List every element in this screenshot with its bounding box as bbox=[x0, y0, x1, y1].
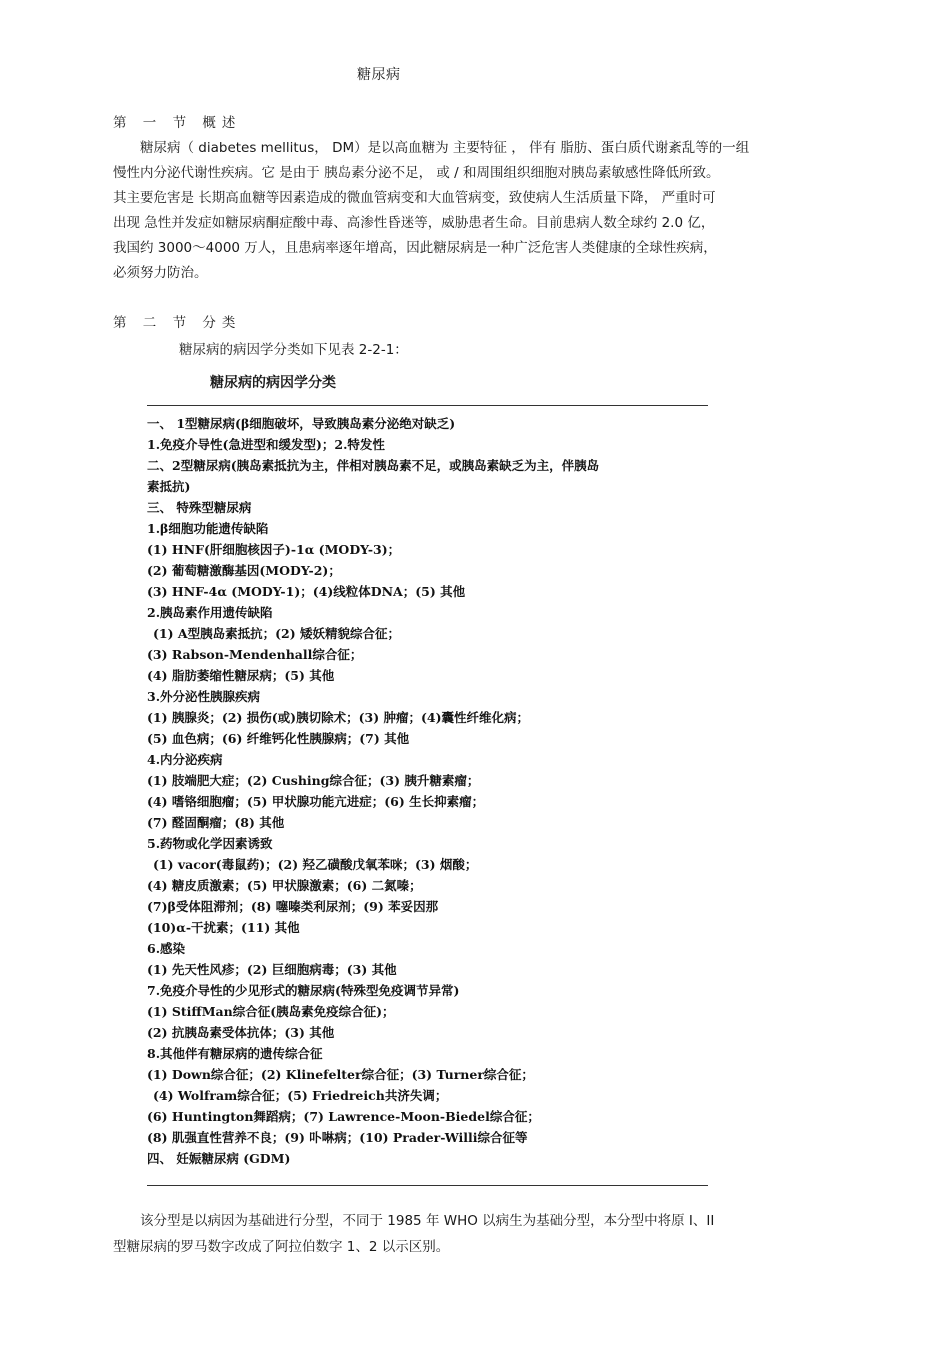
table-row: (1) HNF(肝细胞核因子)-1α (MODY-3)； bbox=[147, 542, 401, 557]
table-row: (1) vacor(毒鼠药)；(2) 羟乙磺酸戊氧苯咪；(3) 烟酸； bbox=[153, 857, 478, 872]
table-row: 7.免疫介导性的少见形式的糖尿病(特殊型免疫调节异常) bbox=[147, 983, 460, 998]
table-row: 5.药物或化学因素诱致 bbox=[147, 836, 273, 851]
table-row: 一、 1型糖尿病(β细胞破坏，导致胰岛素分泌绝对缺乏) bbox=[147, 416, 456, 431]
table-row: (1) StiffMan综合征(胰岛素免疫综合征)； bbox=[147, 1004, 395, 1019]
table-row: 1.β细胞功能遗传缺陷 bbox=[147, 521, 269, 536]
table-row: (7)β受体阻滞剂；(8) 噻嗪类利尿剂；(9) 苯妥因那 bbox=[147, 899, 439, 914]
table-row: (7) 醛固酮瘤；(8) 其他 bbox=[147, 815, 285, 830]
table-row: (1) 先天性风疹；(2) 巨细胞病毒；(3) 其他 bbox=[147, 962, 397, 977]
table-row: (5) 血色病；(6) 纤维钙化性胰腺病；(7) 其他 bbox=[147, 731, 410, 746]
paragraph-line: 型糖尿病的罗马数字改成了阿拉伯数字 1、2 以示区别。 bbox=[113, 1239, 450, 1255]
table-row: 6.感染 bbox=[147, 941, 186, 956]
paragraph-line: 出现 急性并发症如糖尿病酮症酸中毒、高渗性昏迷等，威胁患者生命。目前患病人数全球约 2.0 亿， bbox=[113, 215, 715, 231]
paragraph-line: 我国约 3000～4000 万人，且患病率逐年增高，因此糖尿病是一种广泛危害人类健康的全球性疾病， bbox=[113, 240, 717, 256]
section-2-heading: 第 二 节 分类 bbox=[113, 315, 242, 331]
table-row: (1) Down综合征；(2) Klinefelter综合征；(3) Turner综合征； bbox=[147, 1067, 534, 1082]
table-row: (4) 糖皮质激素；(5) 甲状腺激素；(6) 二氮嗪； bbox=[147, 878, 422, 893]
table-row: (1) A型胰岛素抵抗；(2) 矮妖精貌综合征； bbox=[153, 626, 400, 641]
table-row: (1) 肢端肥大症；(2) Cushing综合征；(3) 胰升糖素瘤； bbox=[147, 773, 480, 788]
paragraph-line: 其主要危害是 长期高血糖等因素造成的微血管病变和大血管病变，致使病人生活质量下降， 严重时可 bbox=[113, 190, 716, 206]
table-row: 素抵抗) bbox=[147, 479, 191, 494]
table-row: 4.内分泌疾病 bbox=[147, 752, 223, 767]
table-row: (2) 抗胰岛素受体抗体；(3) 其他 bbox=[147, 1025, 335, 1040]
table-row: (6) Huntington舞蹈病；(7) Lawrence-Moon-Biedel综合征； bbox=[147, 1109, 540, 1124]
table-row: (3) HNF-4α (MODY-1)；(4)线粒体DNA；(5) 其他 bbox=[147, 584, 466, 599]
classification-table bbox=[147, 413, 747, 1169]
paragraph-line: 该分型是以病因为基础进行分型，不同于 1985 年 WHO 以病生为基础分型，本分型中将原 I、II bbox=[113, 1213, 715, 1229]
table-row: 1.免疫介导性(急进型和缓发型)；2.特发性 bbox=[147, 437, 385, 452]
table-row: 3.外分泌性胰腺疾病 bbox=[147, 689, 261, 704]
paragraph-line: 糖尿病（ diabetes mellitus， DM）是以高血糖为 主要特征 ， 伴有 脂肪、蛋白质代谢紊乱等的一组 bbox=[113, 140, 750, 156]
table-row: 2.胰岛素作用遗传缺陷 bbox=[147, 605, 273, 620]
table-row: (2) 葡萄糖激酶基因(MODY-2)； bbox=[147, 563, 341, 578]
table-row: 四、 妊娠糖尿病 (GDM) bbox=[147, 1151, 291, 1166]
table-row: (1) 胰腺炎；(2) 损伤(或)胰切除术；(3) 肿瘤；(4)囊性纤维化病； bbox=[147, 710, 529, 725]
table-title: 糖尿病的病因学分类 bbox=[210, 375, 336, 391]
table-row: 三、 特殊型糖尿病 bbox=[147, 500, 252, 515]
document-title: 糖尿病 bbox=[357, 67, 401, 83]
section-1-heading: 第 一 节 概述 bbox=[113, 115, 242, 131]
table-row: (3) Rabson-Mendenhall综合征； bbox=[147, 647, 363, 662]
table-row: (4) 脂肪萎缩性糖尿病；(5) 其他 bbox=[147, 668, 335, 683]
table-row: (4) 嗜铬细胞瘤；(5) 甲状腺功能亢进症；(6) 生长抑素瘤； bbox=[147, 794, 485, 809]
table-row: (10)α-干扰素；(11) 其他 bbox=[147, 920, 300, 935]
table-bottom-rule bbox=[147, 1185, 708, 1186]
table-top-rule bbox=[147, 405, 708, 406]
paragraph-line: 慢性内分泌代谢性疾病。它 是由于 胰岛素分泌不足， 或 / 和周围组织细胞对胰岛素敏感性降低所致。 bbox=[113, 165, 720, 181]
table-row: (8) 肌强直性营养不良；(9) 卟啉病；(10) Prader-Willi综合征等 bbox=[147, 1130, 528, 1145]
table-row: 8.其他伴有糖尿病的遗传综合征 bbox=[147, 1046, 323, 1061]
table-row: (4) Wolfram综合征；(5) Friedreich共济失调； bbox=[153, 1088, 448, 1103]
table-row: 二、2型糖尿病(胰岛素抵抗为主，伴相对胰岛素不足，或胰岛素缺乏为主，伴胰岛 bbox=[147, 458, 600, 473]
table-intro: 糖尿病的病因学分类如下见表 2-2-1： bbox=[179, 342, 408, 358]
paragraph-line: 必须努力防治。 bbox=[113, 265, 208, 281]
